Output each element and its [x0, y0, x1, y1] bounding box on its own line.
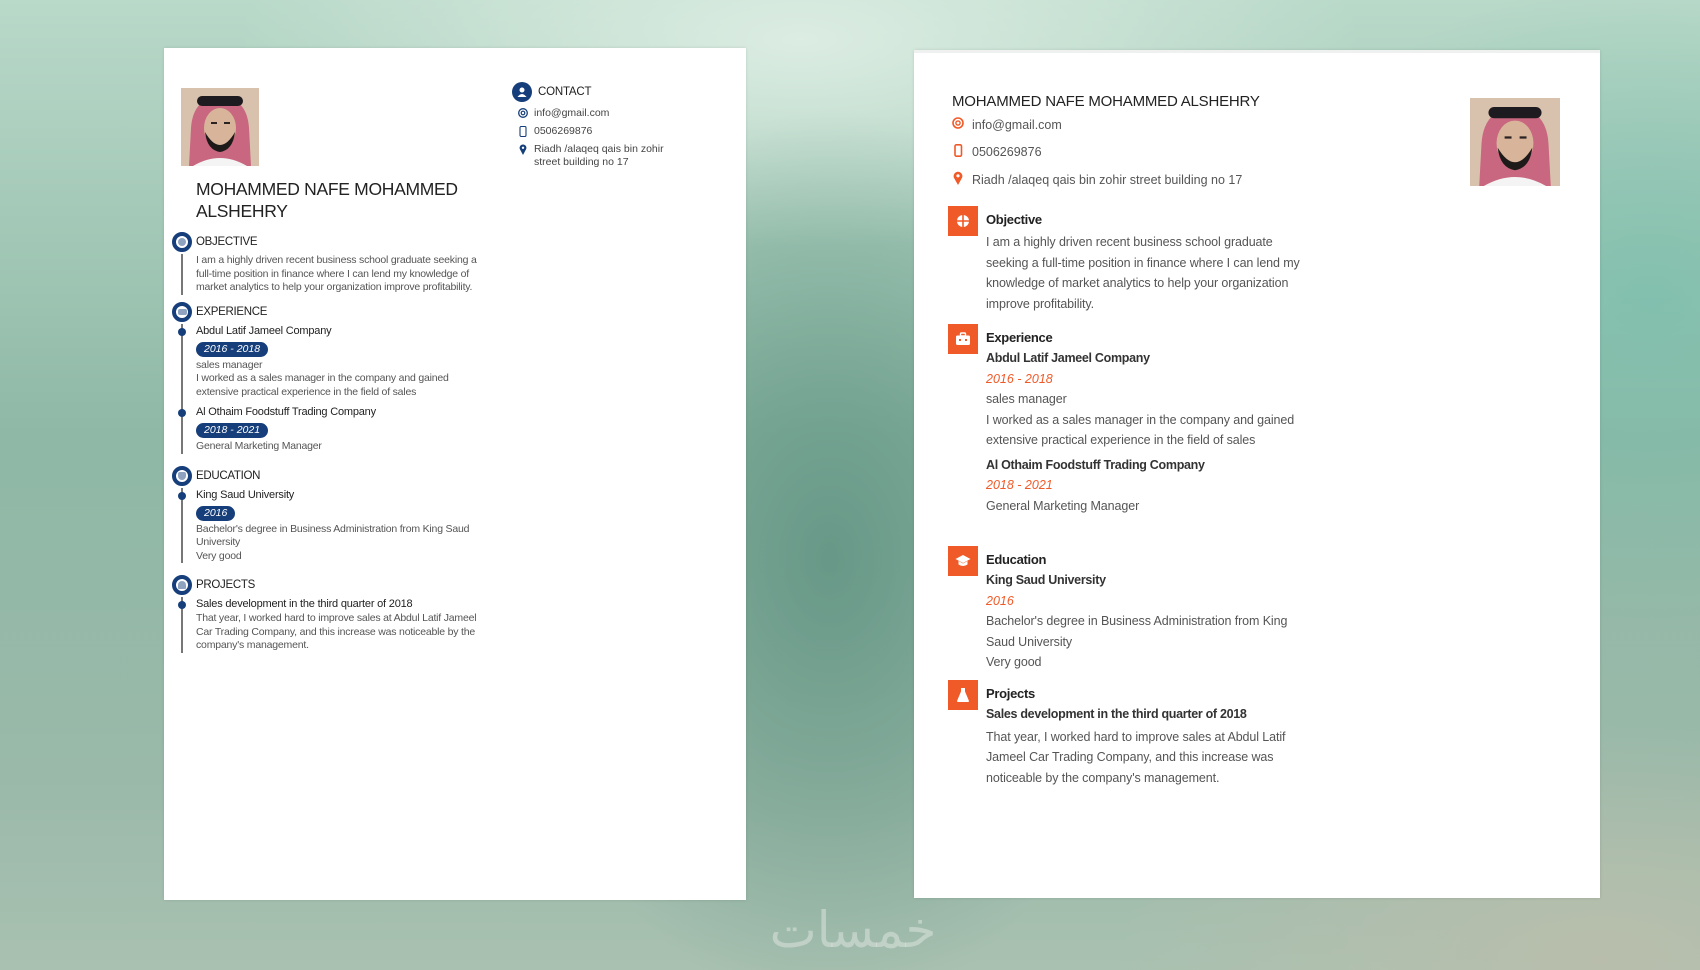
experience-item: Al Othaim Foodstuff Trading Company 2018 - 2021 General Marketing Manager [196, 405, 488, 454]
date-badge: 2018 - 2021 [196, 423, 268, 438]
briefcase-icon [172, 302, 192, 322]
at-icon [518, 107, 528, 118]
section-experience: EXPERIENCE Abdul Latif Jameel Company 2016 - 2018 sales manager I worked as a sales manager in the company and gained extensive practical experience in the field of sales Al Othaim Foodstuff Trading Company 2018 - 2021 General Marketing Manager [168, 304, 488, 454]
resume-template-blue[interactable] [164, 48, 746, 900]
target-icon [172, 232, 192, 252]
at-icon [952, 117, 964, 132]
profile-photo [181, 88, 259, 166]
flask-icon [172, 575, 192, 595]
date-badge: 2016 [196, 506, 235, 521]
timeline-dot [178, 492, 186, 500]
contact-email[interactable]: info@gmail.com [952, 117, 1062, 132]
section-experience: Experience Abdul Latif Jameel Company 2016 - 2018 sales manager I worked as a sales manager in the company and gained extensive practical experience in the field of sales Al Othaim Foodstuff Trading Company 2018 - 2021 General Marketing Manager [948, 324, 1328, 554]
contact-heading: CONTACT [512, 82, 722, 102]
contact-address: Riadh /alaqeq qais bin zohir street building no 17 [518, 143, 722, 169]
contact-email[interactable]: info@gmail.com [518, 107, 722, 120]
resume-timeline [168, 234, 488, 659]
section-objective: Objective I am a highly driven recent business school graduate seeking a full-time position in finance where I can lend my knowledge of market analytics to help your organization improve profitability. [948, 206, 1328, 321]
section-projects: Projects Sales development in the third quarter of 2018 That year, I worked hard to improve sales at Abdul Latif Jameel Car Trading Company, and this increase was noticeable by the company's management. [948, 680, 1328, 810]
timeline-line [181, 324, 183, 454]
section-education: Education King Saud University 2016 Bachelor's degree in Business Administration from King Saud University Very good [948, 546, 1328, 676]
map-pin-icon [518, 143, 528, 155]
graduation-cap-icon [172, 466, 192, 486]
contact-phone[interactable]: 0506269876 [518, 125, 722, 138]
contact-phone[interactable]: 0506269876 [952, 144, 1042, 160]
education-item: King Saud University 2016 Bachelor's degree in Business Administration from King Saud University Very good [196, 488, 488, 564]
briefcase-icon [948, 324, 978, 354]
section-education: EDUCATION King Saud University 2016 Bachelor's degree in Business Administration from King Saud University Very good [168, 468, 488, 564]
experience-item: Abdul Latif Jameel Company 2016 - 2018 sales manager I worked as a sales manager in the company and gained extensive practical experience in the field of sales [196, 324, 488, 400]
contact-address: Riadh /alaqeq qais bin zohir street building no 17 [952, 171, 1242, 188]
timeline-line [181, 254, 183, 295]
experience-item: Abdul Latif Jameel Company 2016 - 2018 sales manager I worked as a sales manager in the company and gained extensive practical experience in the field of sales [986, 351, 1295, 447]
section-objective: OBJECTIVE I am a highly driven recent business school graduate seeking a full-time position in finance where I can lend my knowledge of market analytics to help your organization improve profitability. [168, 234, 488, 295]
resume-template-orange[interactable] [914, 50, 1600, 898]
section-projects: PROJECTS Sales development in the third quarter of 2018 That year, I worked hard to improve sales at Abdul Latif Jameel Car Trading Company, and this increase was noticeable by the company's management. [168, 577, 488, 653]
candidate-name: MOHAMMED NAFE MOHAMMED ALSHEHRY [196, 179, 458, 221]
graduation-cap-icon [948, 546, 978, 576]
flask-icon [948, 680, 978, 710]
map-pin-icon [952, 171, 964, 188]
project-item: Sales development in the third quarter of 2018 That year, I worked hard to improve sales at Abdul Latif Jameel Car Trading Company, and this increase was noticeable by the company's management. [196, 597, 488, 653]
contact-block [512, 82, 722, 169]
candidate-name: MOHAMMED NAFE MOHAMMED ALSHEHRY [952, 93, 1260, 110]
profile-photo [1470, 98, 1560, 186]
mobile-phone-icon [518, 125, 528, 137]
experience-item: Al Othaim Foodstuff Trading Company 2018 - 2021 General Marketing Manager [986, 457, 1205, 513]
target-icon [948, 206, 978, 236]
timeline-dot [178, 409, 186, 417]
user-icon [512, 82, 532, 102]
watermark-logo: خمسات [769, 901, 937, 959]
timeline-dot [178, 328, 186, 336]
date-badge: 2016 - 2018 [196, 342, 268, 357]
timeline-dot [178, 601, 186, 609]
mobile-phone-icon [952, 144, 964, 160]
